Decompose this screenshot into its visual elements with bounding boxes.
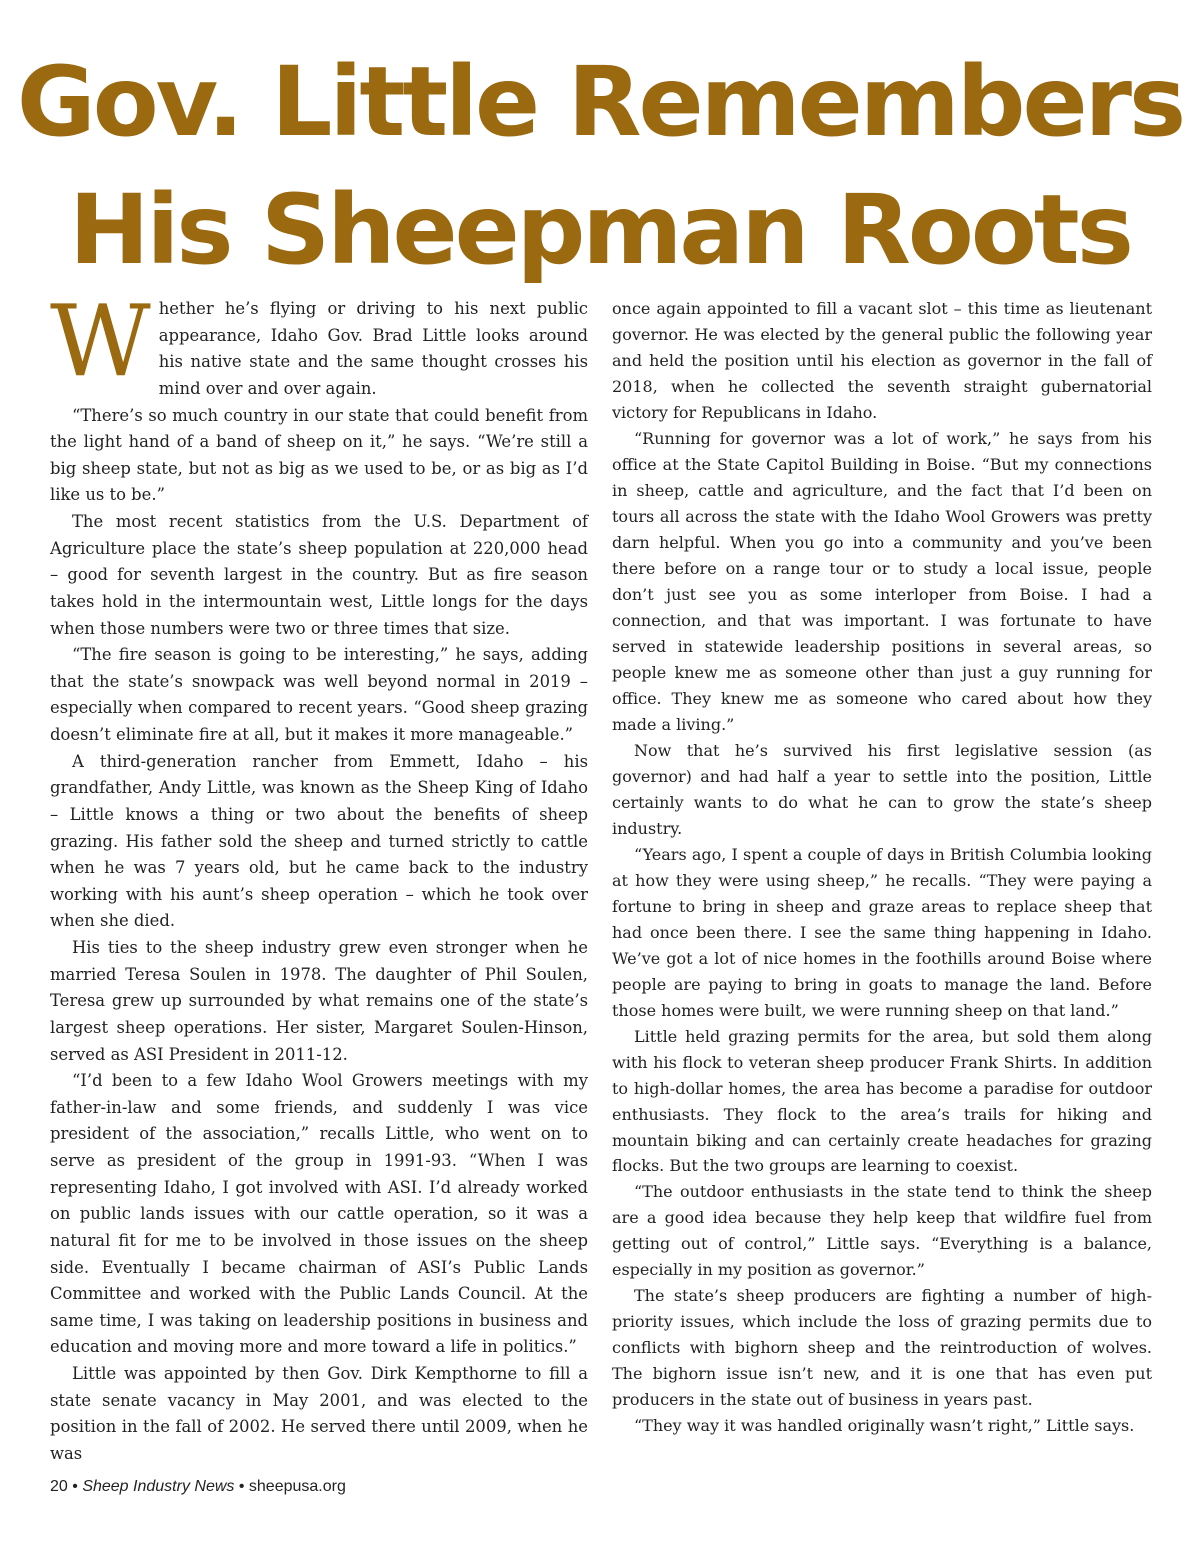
paragraph: Now that he’s survived his first legislative session (as governor) and had half a year to settle into the position, Little certainly wants to do what he can to grow the state’s sheep industry.: [612, 740, 1152, 838]
paragraph: A third-generation rancher from Emmett, Idaho – his grandfather, Andy Little, was known as the Sheep King of Idaho – Little knows a thing or two about the benefits of sheep grazing. His father sold the sheep and turned strictly to cattle when he was 7 years old, but he came back to the industry working with his aunt’s sheep operation – which he took over when she died.: [50, 751, 588, 931]
paragraph-text: hether he’s flying or driving to his next public appearance, Idaho Gov. Brad Little looks around his native state and the same thought crosses his mind over and over again.: [158, 299, 588, 398]
paragraph: “Running for governor was a lot of work,” he says from his office at the State Capitol Building in Boise. “But my connections in sheep, cattle and agriculture, and the fact that I’d been on tours all across the state with the Idaho Wool Growers was pretty darn helpful. When you go into a community and you’ve been there before on a range tour or to study a local issue, people don’t just see you as some interloper from Boise. I had a connection, and that was important. I was fortunate to have served in statewide leadership positions in several areas, so people knew me as someone other than just a guy running for office. They knew me as someone who cared about how they made a living.”: [612, 428, 1152, 734]
paragraph: “I’d been to a few Idaho Wool Growers meetings with my father-in-law and some friends, and suddenly I was vice president of the association,” recalls Little, who went on to serve as president of the group in 1991-93. “When I was representing Idaho, I got involved with ASI. I’d already worked on public lands issues with our cattle operation, so it was a natural fit for me to be involved in those issues on the sheep side. Eventually I became chairman of ASI’s Public Lands Committee and worked with the Public Lands Council. At the same time, I was taking on leadership positions in business and education and moving more and more toward a life in politics.”: [50, 1071, 588, 1357]
footer-separator: •: [238, 1478, 245, 1495]
paragraph: “The fire season is going to be interesting,” he says, adding that the state’s snowpack was well beyond normal in 2019 – especially when compared to recent years. “Good sheep grazing doesn’t eliminate fire at all, but it makes it more manageable.”: [50, 645, 588, 744]
paragraph: “The outdoor enthusiasts in the state tend to think the sheep are a good idea because they help keep that wildfire fuel from getting out of control,” Little says. “Everything is a balance, especially in my position as governor.”: [612, 1182, 1152, 1280]
paragraph: His ties to the sheep industry grew even stronger when he married Teresa Soulen in 1978. The daughter of Phil Soulen, Teresa grew up surrounded by what remains one of the state’s largest sheep operations. Her sister, Margaret Soulen-Hinson, served as ASI President in 2011-12.: [50, 938, 588, 1064]
article-column-left: [50, 285, 588, 1468]
paragraph: Little held grazing permits for the area, but sold them along with his flock to veteran sheep producer Frank Shirts. In addition to high-dollar homes, the area has become a paradise for outdoor enthusiasts. They flock to the area’s trails for hiking and mountain biking and can certainly create headaches for grazing flocks. But the two groups are learning to coexist.: [612, 1026, 1152, 1176]
page-number: 20: [50, 1478, 68, 1495]
article-headline: [0, 38, 1200, 294]
paragraph: The state’s sheep producers are fighting a number of high-priority issues, which include the loss of grazing permits due to conflicts with bighorn sheep and the reintroduction of wolves. The bighorn issue isn’t new, and it is one that has even put producers in the state out of business in years past.: [612, 1286, 1152, 1410]
paragraph: “There’s so much country in our state that could benefit from the light hand of a band of sheep on it,” he says. “We’re still a big sheep state, but not as big as we used to be, or as big as I’d like us to be.”: [50, 405, 588, 505]
headline-line-1: Gov. Little Remembers: [16, 46, 1184, 158]
drop-cap: W: [50, 285, 151, 399]
website-link[interactable]: sheepusa.org: [248, 1478, 346, 1495]
article-column-right: [612, 296, 1152, 1439]
publication-name: Sheep Industry News: [82, 1478, 235, 1495]
paragraph: [50, 285, 588, 403]
footer-separator: •: [72, 1478, 78, 1495]
paragraph: The most recent statistics from the U.S. Department of Agriculture place the state’s sheep population at 220,000 head – good for seventh largest in the country. But as fire season takes hold in the intermountain west, Little longs for the days when those numbers were two or three times that size.: [50, 512, 588, 638]
paragraph: once again appointed to fill a vacant slot – this time as lieutenant governor. He was elected by the general public the following year and held the position until his election as governor in the fall of 2018, when he collected the seventh straight gubernatorial victory for Republicans in Idaho.: [612, 299, 1152, 422]
paragraph: Little was appointed by then Gov. Dirk Kempthorne to fill a state senate vacancy in May 2001, and was elected to the position in the fall of 2002. He served there until 2009, when he was: [50, 1364, 588, 1463]
paragraph: “Years ago, I spent a couple of days in British Columbia looking at how they were using sheep,” he recalls. “They were paying a fortune to bring in sheep and graze areas to replace sheep that had once been there. I see the same thing happening in Idaho. We’ve got a lot of nice homes in the foothills around Boise where people are paying to bring in goats to manage the land. Before those homes were built, we were running sheep on that land.”: [612, 844, 1152, 1020]
paragraph: “They way it was handled originally wasn’t right,” Little says.: [634, 1416, 1135, 1436]
headline-line-2: His Sheepman Roots: [69, 174, 1131, 286]
page-footer: [50, 1478, 346, 1496]
